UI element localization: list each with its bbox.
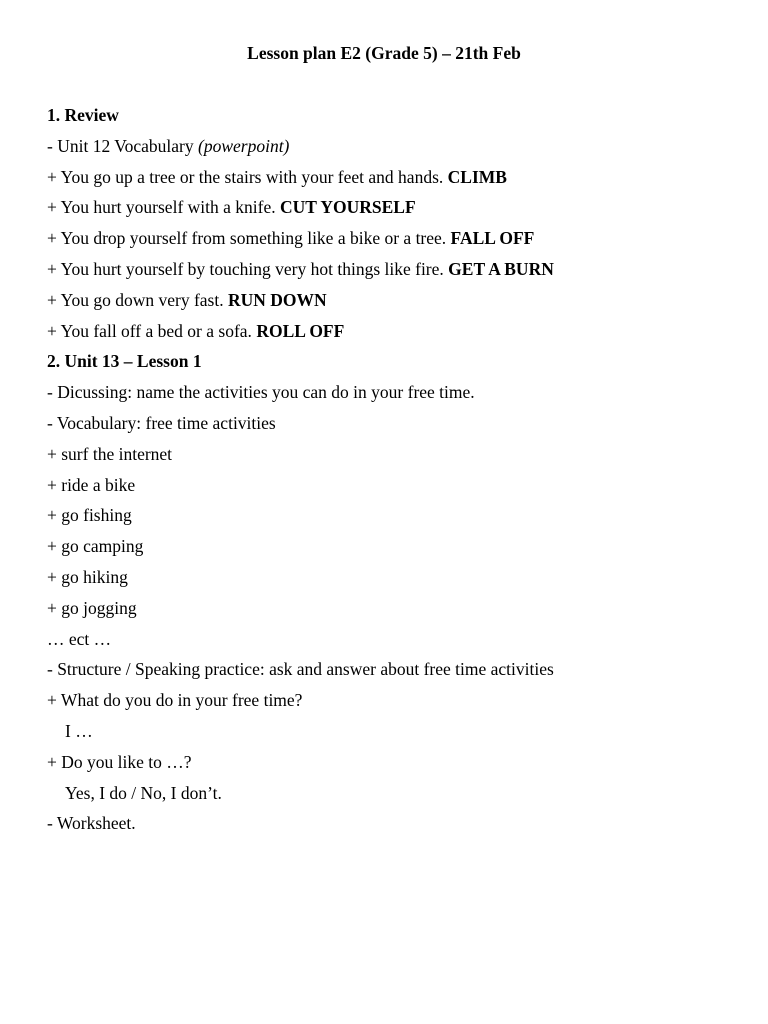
text-line: [47, 166, 747, 197]
text-line: [47, 412, 747, 443]
list-item: [47, 474, 747, 505]
line-bold-text: RUN DOWN: [227, 289, 327, 310]
text-line: [47, 227, 747, 258]
page-title: Lesson plan E2 (Grade 5) – 21th Feb: [247, 43, 521, 63]
line-bold-text: 2. Unit 13 – Lesson 1: [47, 351, 202, 372]
line-bold-text: FALL OFF: [450, 228, 535, 249]
line-text: I …: [65, 720, 93, 741]
text-line: [47, 658, 747, 689]
text-line-indented: [47, 782, 747, 813]
text-line: [47, 812, 747, 843]
line-text: - Unit 12 Vocabulary: [47, 135, 198, 156]
line-text: + You go down very fast.: [47, 289, 228, 310]
section-heading-review: [47, 104, 747, 135]
text-line-indented: [47, 720, 747, 751]
text-line: [47, 320, 747, 351]
line-text: … ect …: [47, 628, 112, 649]
list-item: [47, 597, 747, 628]
section-heading-unit13: [47, 350, 747, 381]
text-line: [47, 751, 747, 782]
line-text: + You fall off a bed or a sofa.: [47, 320, 257, 341]
line-text: + ride a bike: [47, 474, 136, 495]
lesson-content: [47, 104, 747, 843]
line-text: + What do you do in your free time?: [47, 690, 303, 711]
line-bold-text: CLIMB: [447, 166, 507, 187]
text-line: [47, 196, 747, 227]
line-text: Yes, I do / No, I don’t.: [65, 782, 222, 803]
list-item: [47, 535, 747, 566]
line-bold-text: 1. Review: [47, 105, 119, 125]
line-text: + surf the internet: [47, 443, 173, 464]
line-text: - Structure / Speaking practice: ask and answer about free time activities: [47, 659, 554, 680]
text-line: [47, 689, 747, 720]
line-text: + Do you like to …?: [47, 751, 192, 772]
line-italic-text: (powerpoint): [198, 135, 290, 156]
line-text: + You hurt yourself by touching very hot things like fire.: [47, 258, 449, 279]
line-text: + You hurt yourself with a knife.: [47, 197, 280, 218]
line-bold-text: GET A BURN: [448, 258, 554, 279]
line-text: + go fishing: [47, 505, 132, 526]
text-line: [47, 381, 747, 412]
line-text: + go jogging: [47, 597, 137, 618]
line-text: + You drop yourself from something like a bike or a tree.: [47, 228, 451, 249]
list-item: [47, 443, 747, 474]
line-text: - Vocabulary: free time activities: [47, 412, 276, 433]
list-item: [47, 504, 747, 535]
line-bold-text: CUT YOURSELF: [279, 197, 416, 218]
text-line: [47, 289, 747, 320]
list-item: [47, 566, 747, 597]
line-text: - Worksheet.: [47, 813, 136, 834]
line-text: + You go up a tree or the stairs with your feet and hands.: [47, 166, 448, 187]
text-line: [47, 628, 747, 659]
line-text: + go camping: [47, 536, 144, 557]
line-text: + go hiking: [47, 566, 128, 587]
line-text: - Dicussing: name the activities you can do in your free time.: [47, 382, 475, 403]
text-line: [47, 135, 747, 166]
text-line: [47, 258, 747, 289]
line-bold-text: ROLL OFF: [256, 320, 345, 341]
